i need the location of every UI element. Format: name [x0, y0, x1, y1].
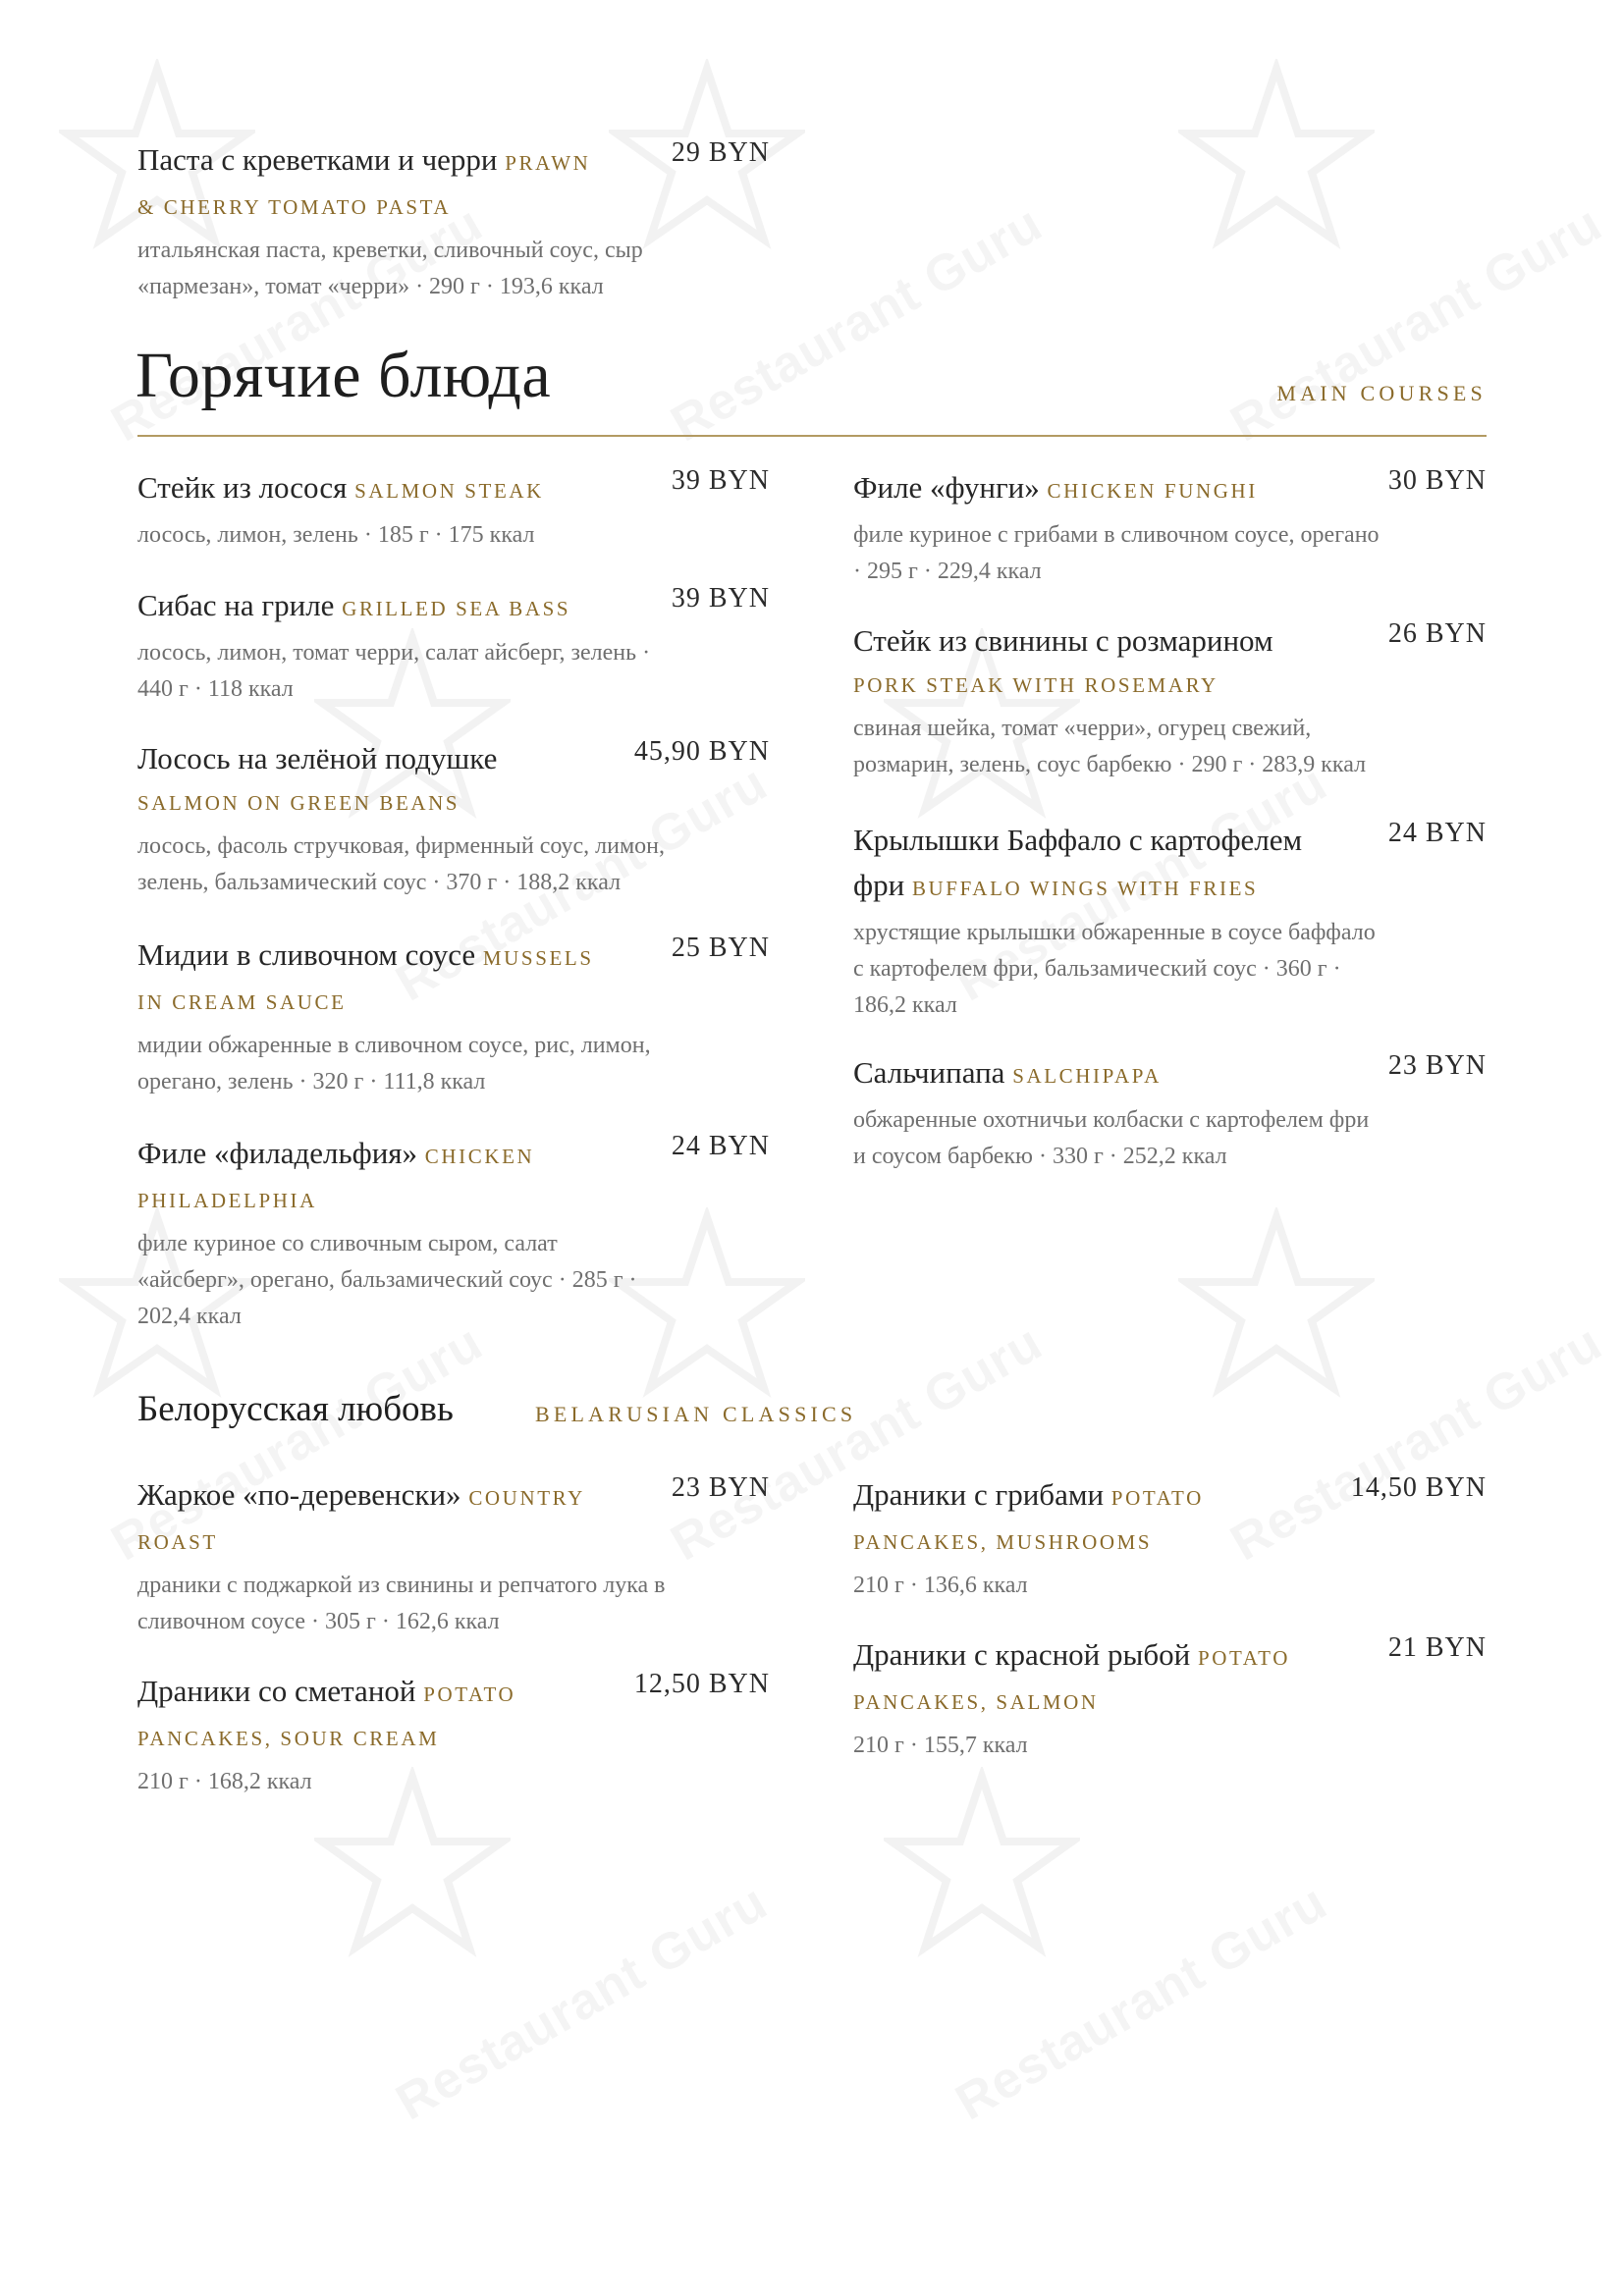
- watermark-logo-icon: [1178, 59, 1375, 255]
- item-price: 45,90 BYN: [633, 736, 770, 767]
- item-title-en: POTATO: [423, 1682, 516, 1706]
- item-title-en: POTATO: [1197, 1646, 1290, 1670]
- item-description: филе куриное с грибами в сливочном соусе, орегано · 295 г · 229,4 ккал: [853, 522, 1380, 584]
- item-title: Жаркое «по-деревенски»: [137, 1477, 461, 1512]
- item-title-en: PORK STEAK WITH ROSEMARY: [853, 673, 1218, 697]
- item-description: 210 г · 136,6 ккал: [853, 1573, 1028, 1598]
- item-title: Лосось на зелёной подушке: [137, 741, 498, 775]
- item-price: 24 BYN: [671, 1131, 770, 1161]
- watermark-logo-icon: [884, 1767, 1080, 1963]
- item-title: Стейк из лосося: [137, 470, 348, 505]
- item-title: Сальчипапа: [853, 1055, 1005, 1090]
- item-title: Крылышки Баффало с картофелем: [853, 823, 1303, 857]
- watermark-logo-icon: [1178, 1207, 1375, 1404]
- item-description: драники с поджаркой из свинины и репчатого лука в сливочном соусе · 305 г · 162,6 ккал: [137, 1573, 666, 1634]
- item-title-en: SALCHIPAPA: [1012, 1064, 1162, 1088]
- item-price: 23 BYN: [1387, 1050, 1487, 1081]
- item-description: 210 г · 155,7 ккал: [853, 1733, 1028, 1758]
- menu-item: [137, 137, 727, 305]
- item-description: итальянская паста, креветки, сливочный соус, сыр «пармезан», томат «черри» · 290 г · 193,6 ккал: [137, 238, 643, 299]
- item-description: филе куриное со сливочным сыром, салат «айсберг», орегано, бальзамический соус · 285 г · 202,4 ккал: [137, 1231, 637, 1329]
- item-description: обжаренные охотничьи колбаски с картофелем фри и соусом барбекю · 330 г · 252,2 ккал: [853, 1107, 1370, 1169]
- item-title: Драники с грибами: [853, 1477, 1105, 1512]
- item-title-en: BUFFALO WINGS WITH FRIES: [911, 877, 1259, 900]
- item-price: 26 BYN: [1387, 618, 1487, 649]
- item-title-en: PANCAKES, MUSHROOMS: [853, 1530, 1153, 1554]
- item-price: 12,50 BYN: [633, 1669, 770, 1699]
- item-title-en: CHICKEN: [424, 1145, 535, 1168]
- item-title: Сибас на гриле: [137, 588, 335, 622]
- item-description: 210 г · 168,2 ккал: [137, 1769, 312, 1794]
- section-divider: [137, 435, 1487, 437]
- item-price: 39 BYN: [671, 583, 770, 614]
- item-title: Драники со сметаной: [137, 1674, 416, 1708]
- item-title: Филе «фунги»: [853, 470, 1040, 505]
- section-title-en: BELARUSIAN CLASSICS: [535, 1402, 857, 1426]
- item-title: Паста с креветками и черри: [137, 142, 498, 177]
- item-title-en: GRILLED SEA BASS: [342, 597, 571, 620]
- item-title-en: IN CREAM SAUCE: [137, 990, 347, 1014]
- item-title: Мидии в сливочном соусе: [137, 937, 476, 972]
- item-title-en: COUNTRY: [468, 1486, 585, 1510]
- item-title-en: PANCAKES, SOUR CREAM: [137, 1727, 440, 1750]
- item-price: 14,50 BYN: [1350, 1472, 1487, 1503]
- item-description: хрустящие крылышки обжаренные в соусе баффало с картофелем фри, бальзамический соус · 360 г · 186,2 ккал: [853, 920, 1376, 1018]
- item-title-en: PRAWN: [505, 151, 591, 175]
- menu-item: [137, 465, 687, 554]
- item-price: 23 BYN: [671, 1472, 770, 1503]
- watermark-text: [386, 1873, 777, 2133]
- item-price: 39 BYN: [671, 465, 770, 496]
- item-description: мидии обжаренные в сливочном соусе, рис, лимон, орегано, зелень · 320 г · 111,8 ккал: [137, 1033, 651, 1095]
- item-price: 24 BYN: [1387, 818, 1487, 848]
- item-title-en: POTATO: [1110, 1486, 1204, 1510]
- section-title: Белорусская любовь: [137, 1389, 454, 1429]
- section-title: Горячие блюда: [135, 340, 552, 411]
- item-price: 30 BYN: [1387, 465, 1487, 496]
- item-title: фри: [853, 868, 905, 902]
- item-description: лосось, лимон, зелень · 185 г · 175 ккал: [137, 522, 535, 548]
- item-title-en: ROAST: [137, 1530, 218, 1554]
- item-title-en: SALMON ON GREEN BEANS: [137, 791, 460, 815]
- item-title-en: CHICKEN FUNGHI: [1047, 479, 1258, 503]
- item-description: свиная шейка, томат «черри», огурец свежий, розмарин, зелень, соус барбекю · 290 г · 283,9 ккал: [853, 716, 1367, 777]
- item-price: 29 BYN: [671, 137, 770, 168]
- item-description: лосось, лимон, томат черри, салат айсберг, зелень · 440 г · 118 ккал: [137, 640, 651, 702]
- item-price: 21 BYN: [1387, 1632, 1487, 1663]
- item-title-en: MUSSELS: [482, 946, 594, 970]
- item-title-en: PANCAKES, SALMON: [853, 1690, 1099, 1714]
- item-price: 25 BYN: [671, 933, 770, 963]
- item-title: Филе «филадельфия»: [137, 1136, 418, 1170]
- item-title-en: SALMON STEAK: [354, 479, 544, 503]
- item-description: лосось, фасоль стручковая, фирменный соус, лимон, зелень, бальзамический соус · 370 г · 188,2 ккал: [137, 833, 665, 895]
- item-title-en: PHILADELPHIA: [137, 1189, 317, 1212]
- watermark-text: [946, 1873, 1336, 2133]
- item-title: Стейк из свинины с розмарином: [853, 623, 1273, 658]
- watermark-text: [1220, 194, 1611, 454]
- item-title: Драники с красной рыбой: [853, 1637, 1191, 1672]
- item-title-en: & CHERRY TOMATO PASTA: [137, 195, 452, 219]
- section-title-en: MAIN COURSES: [1276, 381, 1487, 405]
